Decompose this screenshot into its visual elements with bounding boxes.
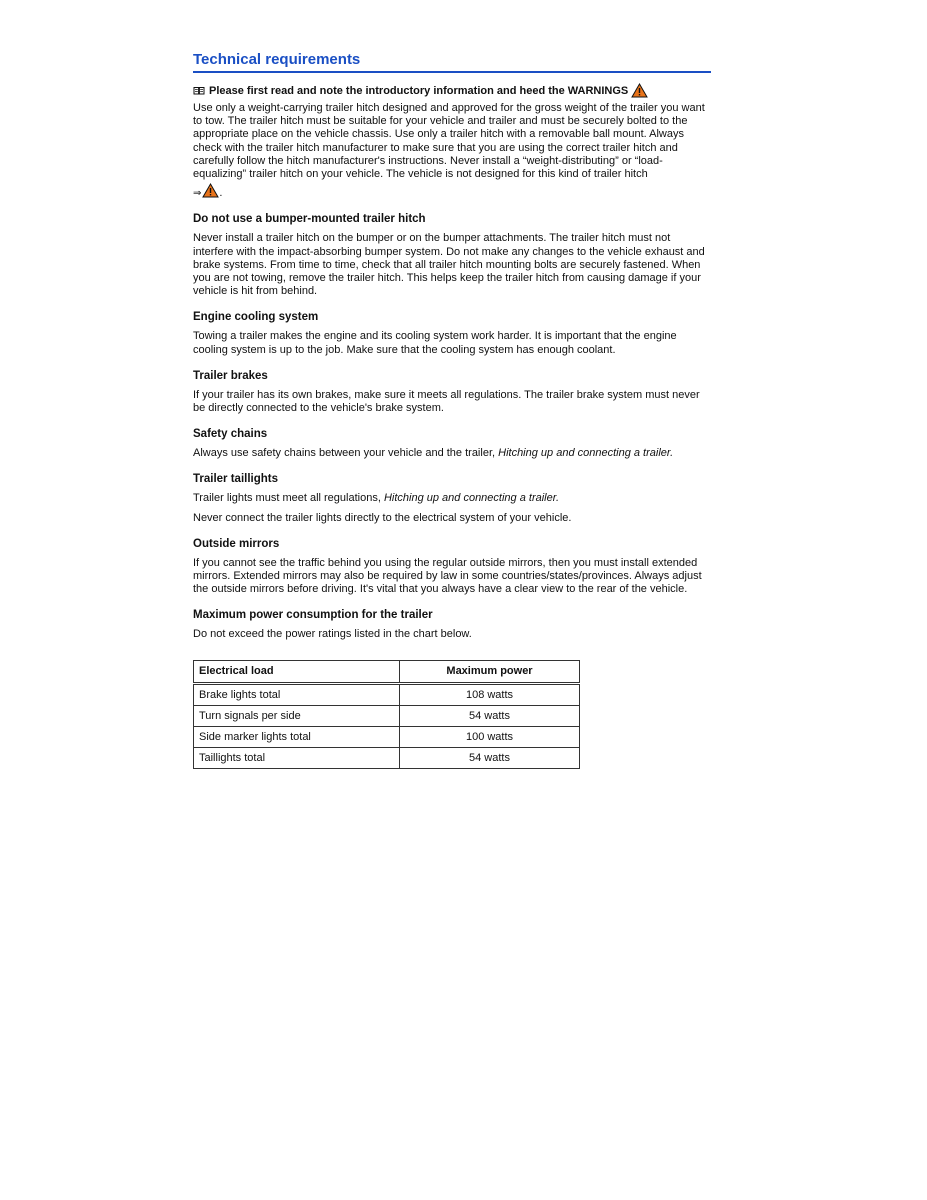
- table-row: [194, 747, 580, 768]
- page-title: Technical requirements: [193, 50, 711, 73]
- warning-triangle-icon[interactable]: [631, 83, 648, 98]
- table-cell-power: 108 watts: [400, 683, 580, 705]
- document-page: [193, 50, 711, 769]
- section-heading-power: Maximum power consumption for the trailer: [193, 609, 433, 622]
- warning-triangle-icon[interactable]: [202, 183, 219, 198]
- table-header-row: [194, 660, 580, 683]
- book-icon: [193, 86, 205, 95]
- table-cell-power: 54 watts: [400, 747, 580, 768]
- section-heading-cooling: Engine cooling system: [193, 311, 319, 324]
- chains-text: Always use safety chains between your vehicle and the trailer,: [193, 447, 496, 460]
- intro-reference: ⇒ .: [193, 183, 711, 200]
- section-heading-chains: Safety chains: [193, 428, 268, 441]
- intro-notice: [193, 83, 711, 98]
- section-text-taillights-2: Never connect the trailer lights directly to the electrical system of your vehicle.: [193, 511, 572, 524]
- section-heading-mirrors: Outside mirrors: [193, 537, 280, 550]
- section-text-taillights: [193, 492, 711, 505]
- table-cell-load: Taillights total: [194, 747, 400, 768]
- table-row: [194, 726, 580, 747]
- table-cell-load: Turn signals per side: [194, 705, 400, 726]
- section-text-bumper: Never install a trailer hitch on the bumper or on the bumper attachments. The trailer hitch must not interfere with the impact-absorbing bumper system. Do not make any changes to the vehicle exhaust and brake systems. From time to time, check that all trailer hitch mounting bolts are securely fastened. When you are not towing, remove the trailer hitch. This helps keep the trailer hitch from causing damage if your vehicle is hit from behind.: [193, 232, 705, 298]
- section-text-power: Do not exceed the power ratings listed in the chart below.: [193, 628, 472, 641]
- table-row: [194, 705, 580, 726]
- table-row: [194, 683, 580, 705]
- intro-paragraph-text: Use only a weight-carrying trailer hitch designed and approved for the gross weight of the trailer you want to tow. The trailer hitch must be suitable for your vehicle and trailer and must be securely bolted to the appropriate place on the vehicle chassis. Use only a trailer hitch with a removable ball mount. Always check with the trailer hitch manufacturer to make sure that you are using the correct trailer hitch and carefully follow the hitch manufacturer's instructions. Never install a “weight-distributing” or “load-equalizing” trailer hitch on your vehicle. The vehicle is not designed for this kind of trailer hitch: [193, 102, 705, 181]
- table-cell-power: 100 watts: [400, 726, 580, 747]
- section-heading-brakes: Trailer brakes: [193, 369, 268, 382]
- section-text-cooling: Towing a trailer makes the engine and its cooling system work harder. It is important that the engine cooling system is up to the job. Make sure that the cooling system has enough coolant.: [193, 330, 677, 356]
- section-text-mirrors: If you cannot see the traffic behind you using the regular outside mirrors, then you must install extended mirrors. Extended mirrors may also be required by law in some countries/states/provinces. Always adjust the outside mirrors before driving. It's vital that you always have a clear view to the rear of the vehicle.: [193, 556, 702, 596]
- table-cell-power: 54 watts: [400, 705, 580, 726]
- section-heading-taillights: Trailer taillights: [193, 473, 278, 486]
- table-cell-load: Side marker lights total: [194, 726, 400, 747]
- section-heading-bumper: Do not use a bumper-mounted trailer hitch: [193, 213, 426, 226]
- reference-arrow: ⇒: [193, 188, 202, 200]
- table-header-electrical-load: Electrical load: [194, 660, 400, 683]
- chains-cross-reference-link[interactable]: Hitching up and connecting a trailer.: [498, 447, 674, 460]
- taillights-text: Trailer lights must meet all regulations,: [193, 492, 381, 505]
- table-header-maximum-power: Maximum power: [400, 660, 580, 683]
- intro-paragraph: [193, 102, 711, 181]
- intro-text: Please first read and note the introductory information and heed the WARNINGS: [209, 84, 629, 97]
- power-table: [193, 660, 580, 769]
- section-text-chains: [193, 447, 711, 460]
- section-text-brakes: If your trailer has its own brakes, make sure it meets all regulations. The trailer brake system must never be directly connected to the vehicle's brake system.: [193, 388, 700, 415]
- table-cell-load: Brake lights total: [194, 683, 400, 705]
- taillights-cross-reference-link[interactable]: Hitching up and connecting a trailer.: [383, 492, 560, 505]
